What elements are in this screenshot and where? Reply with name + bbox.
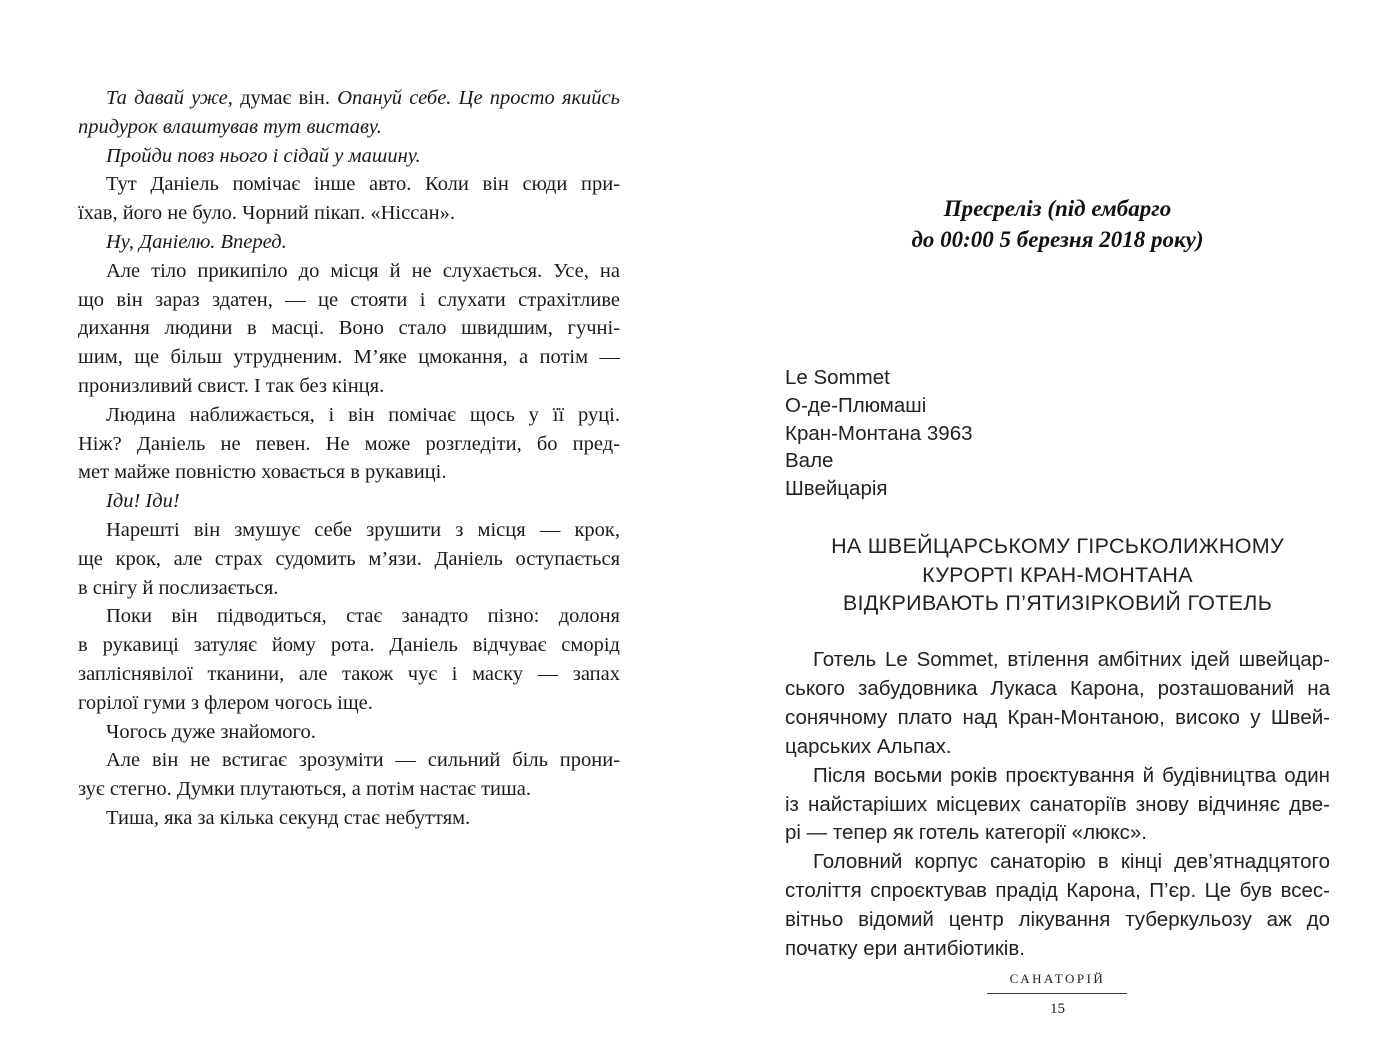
text-line: Вале [785,449,834,473]
page-number: 15 [1050,1001,1065,1017]
text-line: Людина наближається, і він помічає щось у її руці. [106,403,620,426]
text-line: Іди! Іди! [106,490,180,513]
text-line: із найстаріших місцевих санаторіїв знову відчиняє две- [785,792,1330,816]
text-line: їхав, його не було. Чорний пікап. «Ніссан». [78,202,455,225]
text-line: мет майже повністю ховається в рукавиці. [78,461,447,484]
text-line: Головний корпус санаторію в кінці дев’ятнадцятого [813,850,1330,874]
text-line: шим, ще більш утрудненим. М’яке цмокання, а потім — [78,346,620,369]
text-line: вітньо відомий центр лікування туберкульозу аж до [785,908,1330,932]
text-line: Чогось дуже знайомого. [106,720,316,743]
text-line: сонячному плато над Кран-Монтаною, високо у Швей- [785,705,1330,729]
text-line: до 00:00 5 березня 2018 року) [911,227,1204,252]
text-line: Швейцарія [785,477,888,501]
text-line: Пройди повз нього і сідай у машину. [106,144,421,167]
press-release-body [785,646,1330,964]
text-line: в рукавиці затуляє йому рота. Даніель відчуває сморід [78,634,620,657]
text-line: ського забудовника Лукаса Карона, розташований на [785,676,1330,700]
text-line: КУРОРТІ КРАН-МОНТАНА [922,562,1193,587]
text-line: початку ери антибіотиків. [785,937,1025,961]
text-line: горілої гуми з флером чогось іще. [78,691,373,714]
text-line: Але тіло прикипіло до місця й не слухається. Усе, на [106,259,620,282]
hotel-address-block [785,364,1330,503]
text-line: О-де-Плюмаші [785,393,927,417]
text-line: Le Sommet [785,366,890,389]
text-line: зує стегно. Думки плутаються, а потім настає тиша. [78,778,532,801]
text-line: ще крок, але страх судомить м’язи. Даніель оступається [78,547,620,570]
text-line: Тиша, яка за кілька секунд стає небуттям. [106,806,471,829]
text-line: Та давай уже, думає він. Опануй себе. Це просто якийсь [106,87,620,109]
text-line: Ну, Даніелю. Вперед. [106,230,287,253]
text-line: Кран-Монтана 3963 [785,421,973,445]
text-line: ВІДКРИВАЮТЬ П’ЯТИЗІРКОВИЙ ГОТЕЛЬ [842,591,1273,615]
text-line: Але він не встигає зрозуміти — сильний біль прони- [106,749,620,772]
text-line: Нарешті він змушує себе зрушити з місця — крок, [106,518,620,541]
text-line: пронизливий свист. І так без кінця. [78,374,385,397]
footer-rule [987,993,1127,994]
press-release-headline [785,532,1330,618]
text-line: в снігу й послизається. [78,576,279,599]
text-line: Готель Le Sommet, втілення амбітних ідей швейцар- [813,648,1330,671]
book-page-right [700,0,1400,1050]
text-line: дихання людини в масці. Воно стало швидшим, гучні- [78,317,620,340]
text-line: Поки він підводиться, стає занадто пізно: долоня [106,605,620,628]
text-line: Після восьми років проєктування й будівництва один [813,763,1330,787]
text-line: придурок влаштував тут виставу. [78,115,382,138]
text-line: Пресреліз (під ембарго [943,196,1172,221]
text-line: запліснявілої тканини, але також чує і маску — запах [78,662,620,685]
text-line: що він зараз здатен, — це стояти і слухати страхітливе [78,288,620,311]
running-title: САНАТОРІЙ [1009,971,1106,986]
text-line: століття спроєктував прадід Карона, П’єр. Це був всес- [785,879,1330,903]
press-embargo-heading [785,193,1330,255]
text-line: Ніж? Даніель не певен. Не може розгледіти, бо пред- [78,432,620,455]
text-line: НА ШВЕЙЦАРСЬКОМУ ГІРСЬКОЛИЖНОМУ [831,534,1284,558]
left-page-text-block [78,84,620,833]
text-line: царських Альпах. [785,734,952,758]
text-line: Тут Даніель помічає інше авто. Коли він сюди при- [106,173,620,196]
text-line: рі — тепер як готель категорії «люкс». [785,821,1147,845]
